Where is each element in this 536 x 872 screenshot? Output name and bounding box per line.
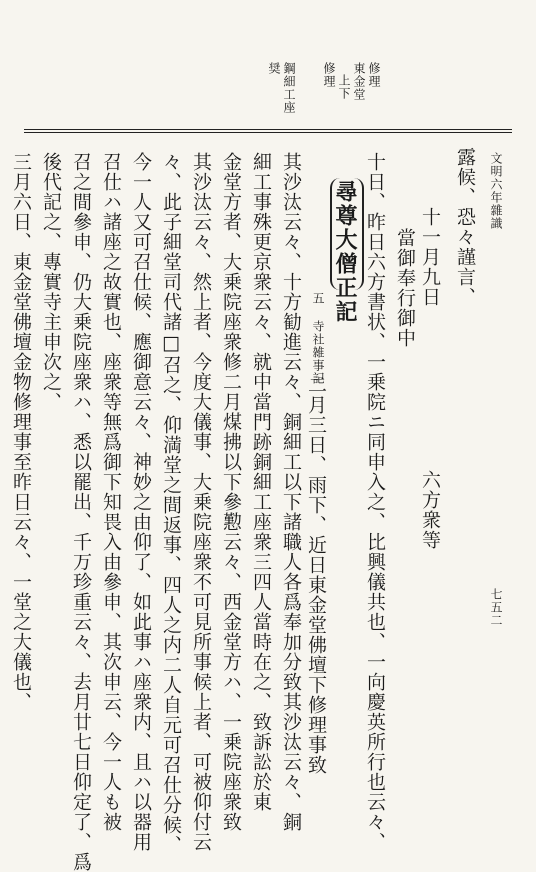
- text-column: 後代記之、專實寺主申次之、: [40, 152, 62, 412]
- date-line: 十一月九日: [419, 207, 441, 307]
- header-rule: [24, 129, 512, 130]
- text-column: 召仕ハ諸座之故實也、座衆等無爲御下知畏入由參申、其次申云、今一人も被: [100, 152, 122, 832]
- header-rule: [24, 132, 512, 133]
- text-column: 露候、恐々謹言、: [454, 147, 476, 307]
- marginal-note: 鋼細工座: [282, 62, 296, 114]
- addressee-line: 當御奉行御中: [394, 228, 416, 348]
- marginal-note: 修理: [367, 62, 381, 88]
- text-column: 其沙汰云々、然上者、今度大儀事、大乗院座衆不可見所事候上者、可被仰付云: [190, 152, 212, 852]
- marginal-note: 修理: [322, 62, 336, 88]
- marginal-note: 奨: [267, 62, 281, 75]
- text-column: 十日、昨日六方書状、一乗院ニ同申入之、比興儀共也、一向慶英所行也云々、: [364, 152, 386, 852]
- section-title: 尋尊大僧正記: [332, 180, 358, 324]
- signatory-line: 六方衆等: [419, 470, 441, 550]
- text-column: 二月三日、雨下、近日東金堂佛壇下修理事致: [305, 375, 327, 775]
- marginal-note: 東金堂: [352, 62, 366, 101]
- text-column: 其沙汰云々、十方勧進云々、銅細工以下諸職人各爲奉加分致其沙汰云々、銅: [280, 152, 302, 832]
- section-note: 五 寺社雑事記: [311, 292, 325, 385]
- marginal-note: 上下: [337, 74, 351, 100]
- text-column: 三月六日、東金堂佛壇金物修理事至昨日云々、一堂之大儀也、: [10, 152, 32, 712]
- text-column: 々、此子細堂司代諸□召之、仰満堂之間返事、四人之内二人自元可召仕分候、: [160, 152, 182, 855]
- text-column: 金堂方者、大乗院座衆修二月煤拂以下參懃云々、西金堂方ハ、一乗院座衆致: [220, 152, 242, 832]
- page-number: 七五二: [489, 588, 503, 627]
- running-head: 文明六年雜識: [489, 152, 503, 230]
- text-column: 召之間參申、仍大乗院座衆ハ、悉以罷出、千万珍重云々、去月廿七日仰定了、爲: [70, 152, 92, 872]
- text-column: 今一人又可召仕候、應御意云々、神妙之由仰了、如此事ハ座衆内、且ハ以器用: [130, 152, 152, 852]
- text-column: 細工事殊更京衆云々、就中當門跡銅細工座衆三四人當時在之、致訴訟於東: [250, 152, 272, 812]
